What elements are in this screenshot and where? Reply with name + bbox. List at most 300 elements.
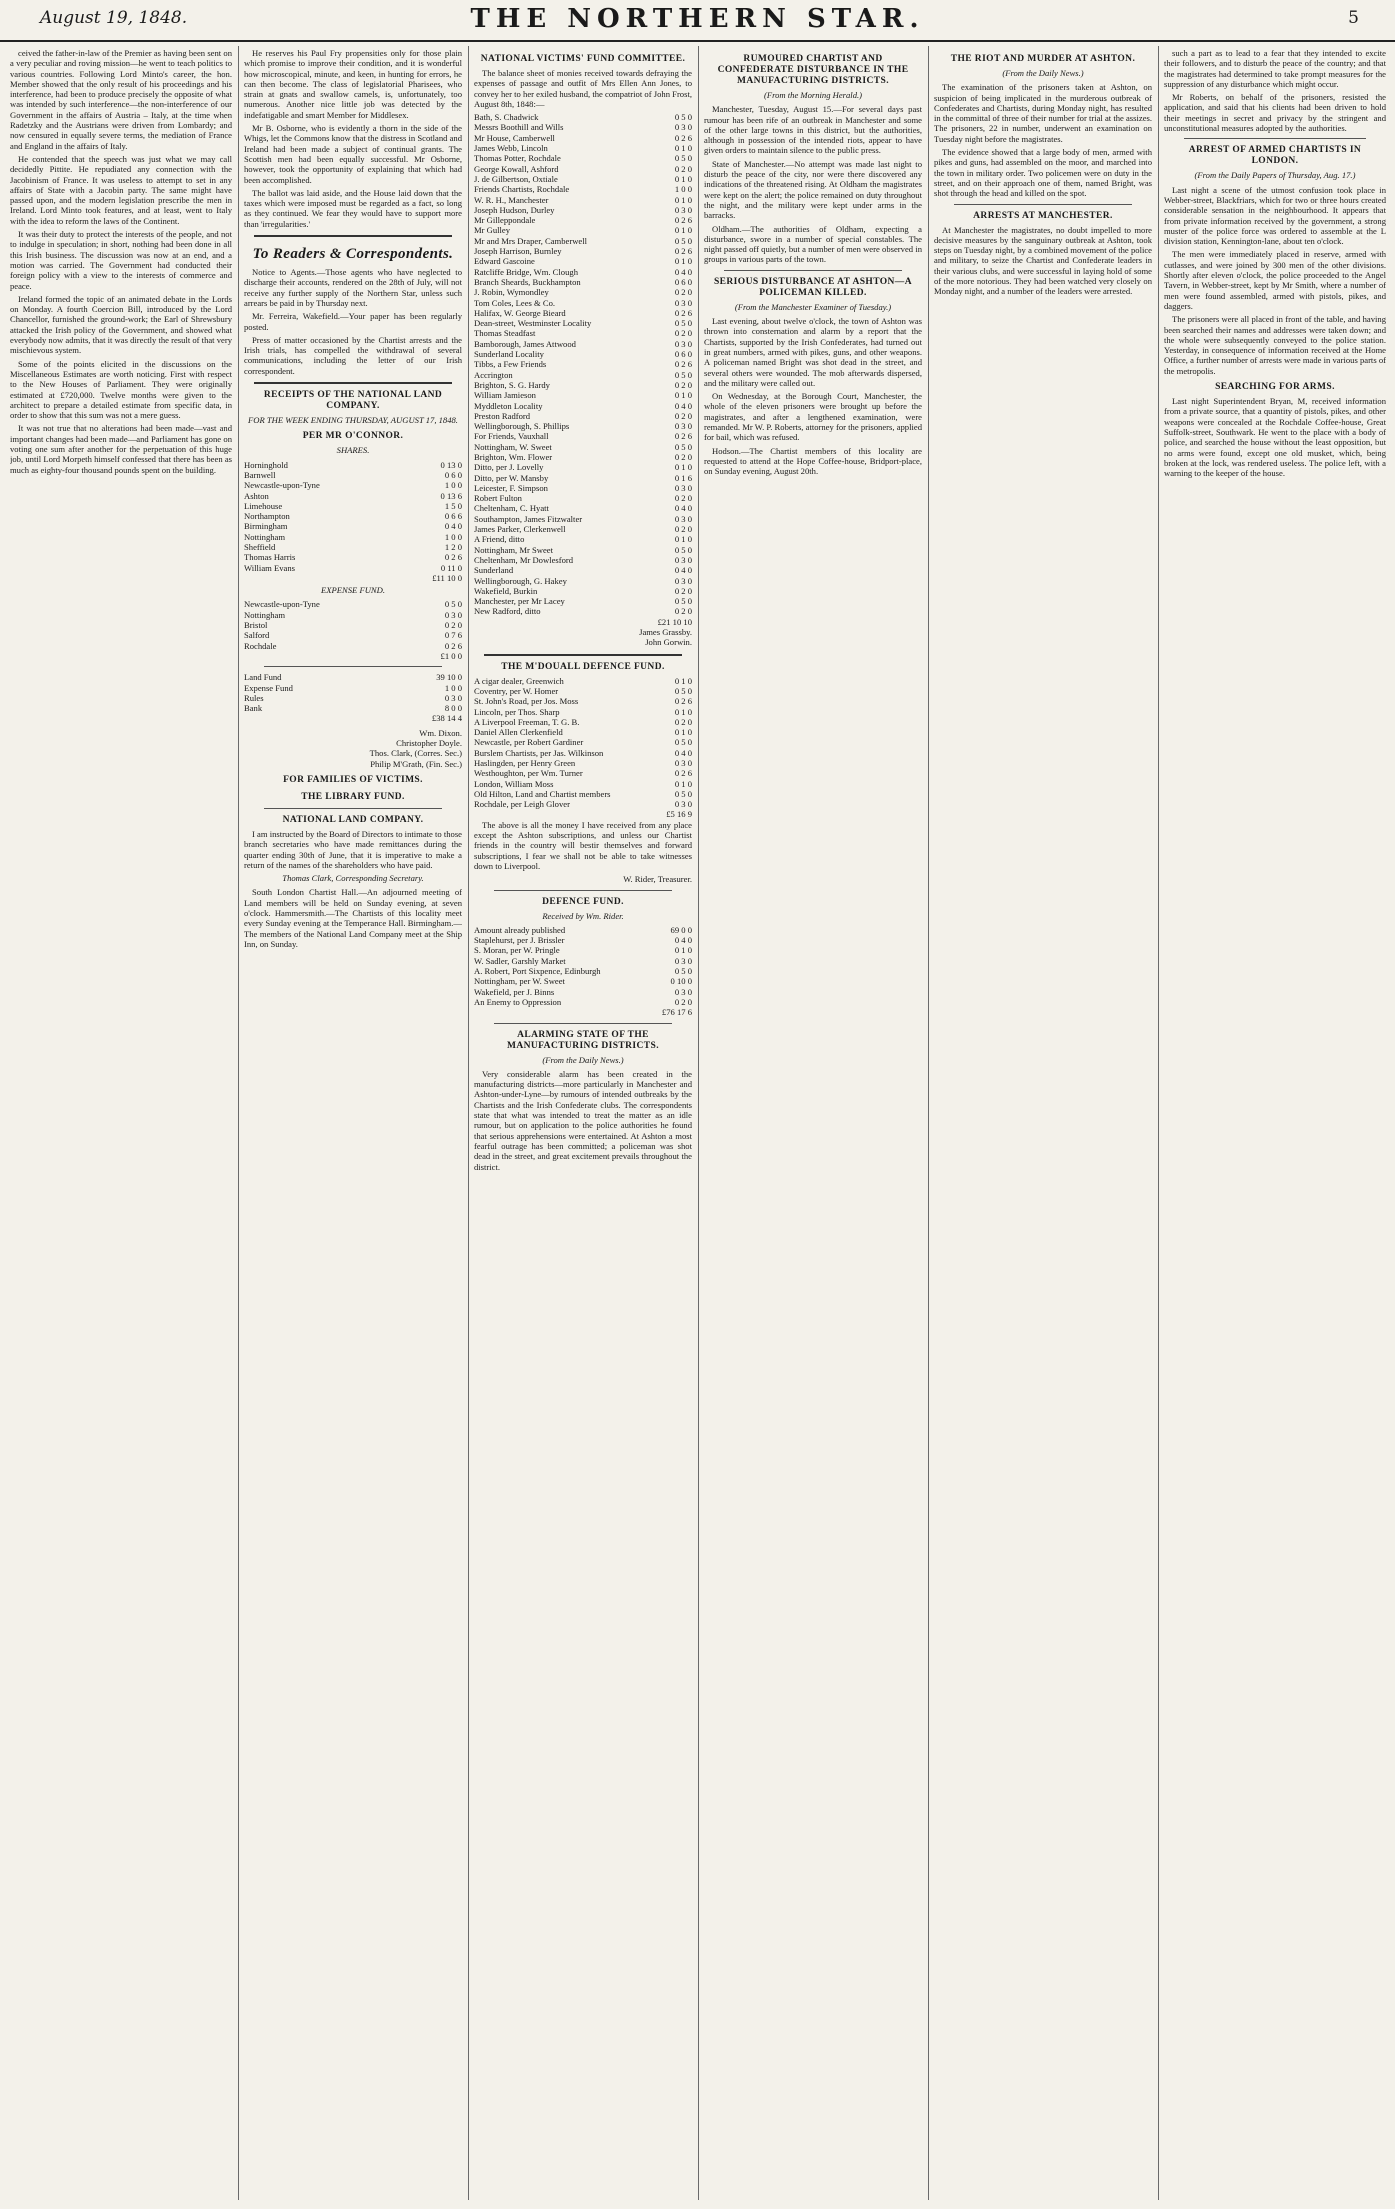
list-item-amount: 0 6 0 <box>674 276 692 287</box>
list-item-label: Staplehurst, per J. Brissler <box>474 935 565 946</box>
list-item-amount: 0 5 0 <box>674 235 692 246</box>
list-item-label: Nottingham, Mr Sweet <box>474 544 554 555</box>
riot-heading: THE RIOT AND MURDER AT ASHTON. <box>950 54 1136 64</box>
notice: Mr. Ferreira, Wakefield.—Your paper has been regularly posted. <box>244 311 462 332</box>
list-item-amount: 0 1 6 <box>674 472 692 483</box>
list-item-label: W. Sadler, Garshly Market <box>474 955 566 966</box>
list-item <box>474 401 692 411</box>
list-item <box>474 696 692 706</box>
issue-date: August 19, 1848. <box>40 8 188 28</box>
list-item-label: J. Robin, Wymondley <box>474 287 549 298</box>
list-item-label: Cheltenham, Mr Dowlesford <box>474 554 574 565</box>
list-item-label: James Webb, Lincoln <box>474 143 548 154</box>
list-item-label: Amount already published <box>474 924 566 935</box>
list-item-label: George Kowall, Ashford <box>474 163 559 174</box>
list-item-amount: 0 1 0 <box>674 534 692 545</box>
list-item-label: Newcastle-upon-Tyne <box>244 599 320 610</box>
victims-families-heading: FOR FAMILIES OF VICTIMS. <box>283 774 423 785</box>
list-item-amount: 0 2 6 <box>674 696 692 707</box>
list-item-amount: 0 3 0 <box>674 297 692 308</box>
list-item <box>474 359 692 369</box>
list-item-label: For Friends, Vauxhall <box>474 431 549 442</box>
list-item-amount: 0 2 6 <box>674 132 692 143</box>
list-item <box>474 318 692 328</box>
list-item-amount: 0 4 0 <box>674 565 692 576</box>
list-item-label: Leicester, F. Simpson <box>474 482 548 493</box>
list-item-label: Myddleton Locality <box>474 400 543 411</box>
list-item-label: William Jamieson <box>474 390 536 401</box>
list-item-label: Cheltenham, C. Hyatt <box>474 503 549 514</box>
column-rule <box>698 46 699 2200</box>
list-item-label: Limehouse <box>244 500 283 511</box>
list-item <box>244 683 462 693</box>
list-item-amount: 0 6 0 <box>674 349 692 360</box>
list-item-amount: 0 4 0 <box>444 521 462 532</box>
per-heading: PER MR O'CONNOR. <box>302 431 404 442</box>
list-item-amount: 0 3 0 <box>674 758 692 768</box>
list-item-amount: 0 13 0 <box>440 459 462 470</box>
list-item-label: Joseph Hudson, Durley <box>474 204 555 215</box>
article-paragraph: Mr Roberts, on behalf of the prisoners, resisted the application, and said that his clients had been driven to hold their meetings in secret and privacy by the stringent and unconstitutional measures adopted by the authorities. <box>1164 92 1386 134</box>
list-item-label: Burslem Chartists, per Jas. Wilkinson <box>474 747 604 758</box>
notice: Notice to Agents.—Those agents who have neglected to discharge their accounts, rendered on the 28th of July, will not receive any further supply of the Northern Star, unless such arrears be paid in by Thursday next. <box>244 267 462 308</box>
list-item <box>474 431 692 441</box>
list-item-amount: 1 2 0 <box>444 541 462 552</box>
signature-line: James Grassby. <box>639 627 692 638</box>
list-item <box>474 748 692 758</box>
list-item <box>474 390 692 400</box>
list-item-label: Thomas Potter, Rochdale <box>474 153 561 164</box>
list-item-amount: 8 0 0 <box>444 703 462 714</box>
list-item <box>474 421 692 431</box>
list-item-label: Salford <box>244 630 270 641</box>
list-item-amount: 0 3 0 <box>674 955 692 966</box>
list-item <box>474 215 692 225</box>
list-item-label: James Parker, Clerkenwell <box>474 524 566 535</box>
article-paragraph: Last evening, about twelve o'clock, the town of Ashton was thrown into consternation and alarm by a report that the Chartists, supported by the Irish Confederates, had turned out in great numbers, armed with pikes, guns, and other weapons. A policeman named Bright was shot dead in the street, and several others were wounded. The mob afterwards dispersed, and the military were called out. <box>704 316 922 388</box>
divider <box>1184 138 1366 139</box>
list-item <box>244 563 462 573</box>
alarm-source: (From the Daily News.) <box>542 1054 624 1065</box>
mdouall-heading: THE M'DOUALL DEFENCE FUND. <box>501 661 665 672</box>
article-paragraph: Last night a scene of the utmost confusion took place in Webber-street, Blackfriars, which for two or three hours created considerable sensation in the neighbourhood. It appears that from private information received by the government, a strong muster of the police force was ordered to assemble at the L division station, Kennington-lane, about ten o'clock. <box>1164 184 1386 247</box>
list-item <box>474 308 692 318</box>
list-item <box>474 966 692 976</box>
list-item-label: Horninghold <box>244 459 288 470</box>
armed-source: (From the Daily Papers of Thursday, Aug. 17.) <box>1194 170 1356 181</box>
list-item-amount: 0 3 0 <box>674 575 692 586</box>
list-item-amount: 0 2 6 <box>674 215 692 226</box>
list-item-label: Nottingham, W. Sweet <box>474 441 552 452</box>
list-item-label: W. R. H., Manchester <box>474 194 549 205</box>
list-item-label: Mr House, Camberwell <box>474 132 555 143</box>
list-item-label: Thomas Steadfast <box>474 328 536 339</box>
list-item <box>244 521 462 531</box>
meetings-notice: South London Chartist Hall.—An adjourned meeting of Land members will be held on Sunday evening, at seven o'clock. Hammersmith.—The Chartists of this locality meet every Sunday evening at the Temperance Hall. Birmingham.—The members of the National Land Company meet at the Ship Inn, on Sunday. <box>244 887 462 949</box>
list-item-amount: 0 3 0 <box>674 421 692 432</box>
divider <box>494 1023 672 1024</box>
list-item-amount: 0 2 0 <box>674 585 692 596</box>
list-item-amount: 0 5 0 <box>674 685 692 696</box>
list-item-amount: 0 2 0 <box>674 287 692 298</box>
receipts-heading: RECEIPTS OF THE NATIONAL LAND COMPANY. <box>263 390 443 412</box>
list-item-amount: 0 4 0 <box>674 503 692 514</box>
list-item-amount: 0 10 0 <box>670 976 692 987</box>
list-item <box>474 514 692 524</box>
list-item-label: Manchester, per Mr Lacey <box>474 596 565 607</box>
total-row: £11 10 0 <box>432 572 462 583</box>
list-item <box>474 411 692 421</box>
article-paragraph: On Wednesday, at the Borough Court, Manchester, the whole of the eleven prisoners were brought up before the magistrates, and after a lengthened examination, were remanded. Mr W. P. Roberts, attorney for the prisoners, applied for bail, which was refused. <box>704 391 922 443</box>
signature-line: Philip M'Grath, (Fin. Sec.) <box>370 758 462 769</box>
list-item-label: Barnwell <box>244 469 276 480</box>
list-item <box>474 586 692 596</box>
list-item <box>474 452 692 462</box>
list-item-amount: 0 5 0 <box>674 544 692 555</box>
list-item-label: Accrington <box>474 369 513 380</box>
list-item <box>474 997 692 1007</box>
list-item-amount: 0 2 6 <box>674 307 692 318</box>
list-item-amount: 0 6 0 <box>444 469 462 480</box>
list-item-label: Ashton <box>244 490 269 501</box>
total-row: £1 0 0 <box>440 650 462 661</box>
list-item-label: Nottingham <box>244 609 286 620</box>
article-paragraph: such a part as to lead to a fear that they intended to excite their followers, and to disturb the peace of the country; and that the magistrates had determined to take prompt measures for the suppression of any disturbance which might occur. <box>1164 48 1386 89</box>
list-item <box>474 545 692 555</box>
list-item <box>474 727 692 737</box>
list-item-label: London, William Moss <box>474 778 554 789</box>
list-item-amount: 1 0 0 <box>444 480 462 491</box>
list-item-amount: 0 13 6 <box>440 490 462 501</box>
list-item <box>244 672 462 682</box>
list-item-amount: 0 3 0 <box>674 482 692 493</box>
divider <box>954 204 1132 205</box>
list-item-label: S. Moran, per W. Pringle <box>474 945 560 956</box>
list-item-amount: 0 2 6 <box>674 246 692 257</box>
rumoured-heading: RUMOURED CHARTIST AND CONFEDERATE DISTURBANCE IN THE MANUFACTURING DISTRICTS. <box>717 54 909 86</box>
list-item-label: Southampton, James Fitzwalter <box>474 513 583 524</box>
list-item <box>474 976 692 986</box>
list-item-label: Haslingden, per Henry Green <box>474 758 576 768</box>
defence-list <box>474 925 692 1007</box>
list-item-amount: 0 1 0 <box>674 390 692 401</box>
list-item-label: Mr Gulley <box>474 225 511 236</box>
defence-heading: DEFENCE FUND. <box>542 896 624 907</box>
alarm-heading: ALARMING STATE OF THE MANUFACTURING DISTRICTS. <box>507 1029 659 1051</box>
list-item <box>474 737 692 747</box>
article-paragraph: State of Manchester.—No attempt was made last night to disturb the peace of the city, nor were there discovered any indications of the threatened rising. At Oldham the magistrates were kept on the alert; the police remained on duty throughout the night, and the military were kept under arms in the barracks. <box>704 158 922 221</box>
list-item <box>474 164 692 174</box>
article-paragraph: The evidence showed that a large body of men, armed with pikes and guns, had assembled on the moor, and marched into the town in military order. Two policemen were on duty in the street, and on their approach one of them, named Bright, was shot through the head and killed on the spot. <box>934 147 1152 199</box>
list-item <box>474 596 692 606</box>
expense-heading: EXPENSE FUND. <box>321 585 385 596</box>
list-item-amount: 0 1 0 <box>674 778 692 789</box>
list-item-amount: 0 11 0 <box>440 562 462 573</box>
list-item-label: Ratcliffe Bridge, Wm. Clough <box>474 266 578 277</box>
list-item <box>474 789 692 799</box>
rumoured-source: (From the Morning Herald.) <box>763 90 863 100</box>
list-item <box>474 565 692 575</box>
list-item-amount: 0 1 0 <box>674 194 692 205</box>
readers-heading: To Readers & Correspondents. <box>252 246 454 263</box>
list-item-amount: 0 3 0 <box>674 799 692 810</box>
list-item <box>474 328 692 338</box>
serious-source: (From the Manchester Examiner of Tuesday.) <box>734 301 892 312</box>
article-paragraph: Some of the points elicited in the discussions on the Miscellaneous Estimates are worth noticing. First with respect to the New Houses of Parliament. They were originally estimated at £720,000. Twelve months were given to the architect to prepare a detailed estimate from specific data, in order to show that this sum was not a mere guess. <box>10 358 232 421</box>
list-item <box>244 532 462 542</box>
list-item <box>244 693 462 703</box>
list-item-label: Sheffield <box>244 541 276 552</box>
list-item-label: New Radford, ditto <box>474 606 541 617</box>
list-item-amount: 0 3 0 <box>674 338 692 349</box>
list-item-label: Bank <box>244 703 263 714</box>
article-paragraph: The examination of the prisoners taken at Ashton, on suspicion of being implicated in the murderous outbreak of Confederates and Chartists, during Monday night, has resulted in the committal of three of their number for trial at the assizes. The prisoners, 22 in number, underwent an examination on Tuesday night before the magistrates. <box>934 82 1152 144</box>
list-item <box>474 555 692 565</box>
list-item-label: Sunderland Locality <box>474 349 544 360</box>
article-paragraph: Very considerable alarm has been created in the manufacturing districts—more particularly in Manchester and Ashton-under-Lyne—by rumours of intended outbreaks by the Chartists and the Irish Confederate clubs. The correspondents state that what was intended to treat the matter as an idle rumour, but on application to the police authorities he found that serious apprehensions were entertained. At Ashton a most fearful outrage has been committed; a policeman was shot dead in the street, and great excitement prevails throughout the district. <box>474 1068 692 1172</box>
list-item-amount: 0 1 0 <box>674 256 692 267</box>
list-item-label: Wakefield, Burkin <box>474 585 538 596</box>
list-item-amount: 0 5 0 <box>674 788 692 799</box>
list-item-amount: 1 5 0 <box>444 500 462 511</box>
list-item <box>474 483 692 493</box>
list-item <box>474 277 692 287</box>
list-item-label: Wellingborough, G. Hakey <box>474 575 567 586</box>
list-item-label: A cigar dealer, Greenwich <box>474 675 564 686</box>
column-rule <box>468 46 469 2200</box>
list-item <box>244 610 462 620</box>
arrests-heading: ARRESTS AT MANCHESTER. <box>973 210 1113 221</box>
list-item-label: Land Fund <box>244 672 282 683</box>
list-item-amount: 0 2 0 <box>674 410 692 421</box>
list-item-amount: 0 3 0 <box>674 986 692 997</box>
page-number: 5 <box>1348 8 1359 28</box>
list-item <box>474 493 692 503</box>
list-item <box>474 256 692 266</box>
list-item <box>244 480 462 490</box>
article-paragraph: Ireland formed the topic of an animated debate in the Lords on Monday. A fourth Coercion Bill, introduced by the Lord Chancellor, furnished the ground-work; the Earl of Shrewsbury attacked the Irish policy of the Government, and showed what everybody now admits, that it was directly the result of that very mischievous system. <box>10 293 232 356</box>
list-item <box>474 122 692 132</box>
list-item <box>474 987 692 997</box>
list-item-amount: 0 3 0 <box>674 204 692 215</box>
victims-intro: The balance sheet of monies received towards defraying the expenses of passage and outfit of Mrs Ellen Ann Jones, to convey her to her exiled husband, the compatriot of John Frost, August 8th, 1848:— <box>474 68 692 109</box>
masthead <box>0 0 1395 42</box>
armed-heading: ARREST OF ARMED CHARTISTS IN LONDON. <box>1188 145 1362 167</box>
article-paragraph: The men were immediately placed in reserve, armed with cutlasses, and were joined by 300 men of the other divisions. Shortly after eleven o'clock, the police proceeded to the Angel Tavern, in Webber-street, kept by Mr Smith, where a number of men were found assembled, armed with pistols, pikes, and daggers. <box>1164 249 1386 311</box>
column-2 <box>244 48 462 2198</box>
list-item-amount: 0 2 0 <box>674 163 692 174</box>
list-item-label: Expense Fund <box>244 682 293 693</box>
list-item-amount: 39 10 0 <box>436 672 462 683</box>
divider <box>264 808 442 809</box>
list-item-amount: 0 3 0 <box>444 692 462 703</box>
list-item <box>474 524 692 534</box>
list-item-amount: 0 5 0 <box>674 966 692 977</box>
list-item <box>474 576 692 586</box>
list-item-label: Brighton, S. G. Hardy <box>474 379 550 390</box>
list-item-amount: 0 2 0 <box>674 996 692 1007</box>
list-item-amount: 0 5 0 <box>674 112 692 123</box>
list-item-label: Thomas Harris <box>244 552 296 563</box>
list-item-label: Coventry, per W. Homer <box>474 685 559 696</box>
nlc-signed: Thomas Clark, Corresponding Secretary. <box>282 873 424 884</box>
list-item-label: Branch Sheards, Buckhampton <box>474 276 581 287</box>
list-item-amount: 0 3 0 <box>674 554 692 565</box>
list-item-amount: 0 2 0 <box>674 606 692 617</box>
article-paragraph: Mr B. Osborne, who is evidently a thorn in the side of the Whigs, let the Commons know that the distress in Scotland and Ireland had been made a subject of continual grants. The Scottish men had been equally successful. Mr Osborne, however, took the opportunity of explaining that which had been accomplished. <box>244 123 462 185</box>
list-item-label: Tom Coles, Lees & Co. <box>474 297 556 308</box>
divider <box>484 654 682 656</box>
list-item-amount: 0 1 0 <box>674 462 692 473</box>
list-item-label: Ditto, per W. Mansby <box>474 472 549 483</box>
list-item-label: Bristol <box>244 620 268 631</box>
list-item-label: Rochdale, per Leigh Glover <box>474 799 570 810</box>
signature-line: John Gorwin. <box>645 637 692 648</box>
victims-list <box>474 112 692 617</box>
list-item <box>474 225 692 235</box>
list-item-label: Messrs Boothill and Wills <box>474 122 564 133</box>
mdouall-list <box>474 676 692 810</box>
victims-fund-heading: NATIONAL VICTIMS' FUND COMMITTEE. <box>480 54 686 64</box>
column-rule <box>238 46 239 2200</box>
list-item <box>244 491 462 501</box>
article-paragraph: He reserves his Paul Fry propensities only for those plain which promise to improve their condition, and it is wonderful how microscopical, minute, and keen, in hunting for errors, he can then become. The class of legislatorial Pharisees, who strain at gnats and swallow camels, is, unfortunately, too numerous. Another nice little job was detected by the indefatigable and smart Member for Middlesex. <box>244 48 462 120</box>
list-item-amount: 0 2 0 <box>674 524 692 535</box>
list-item-amount: 0 2 6 <box>674 768 692 779</box>
list-item-label: Birmingham <box>244 521 288 532</box>
list-item-label: Mr Gilleppondale <box>474 215 536 226</box>
divider <box>254 235 452 237</box>
list-item-amount: 0 5 0 <box>674 737 692 748</box>
list-item-amount: 1 0 0 <box>444 682 462 693</box>
expense-list <box>244 599 462 650</box>
list-item-label: Tibbs, a Few Friends <box>474 359 547 370</box>
list-item-amount: 0 1 0 <box>674 727 692 738</box>
list-item <box>474 925 692 935</box>
divider <box>724 270 902 271</box>
list-item-label: Wellingborough, S. Phillips <box>474 421 570 432</box>
divider <box>254 382 452 384</box>
list-item <box>474 246 692 256</box>
column-1 <box>10 48 232 2198</box>
list-item <box>474 956 692 966</box>
list-item-label: Bath, S. Chadwick <box>474 112 539 123</box>
column-5 <box>934 48 1152 2198</box>
list-item <box>474 503 692 513</box>
riot-source: (From the Daily News.) <box>1002 68 1084 78</box>
list-item-label: Wakefield, per J. Binns <box>474 986 555 997</box>
article-paragraph: Manchester, Tuesday, August 15.—For several days past rumour has been rife of an outbreak in Manchester and some of the other large towns in this district, but the authorities, although in possession of the intended riots, appear to have given orders to maintain silence to the public press. <box>704 104 922 156</box>
list-item-amount: 0 1 0 <box>674 225 692 236</box>
shares-list <box>244 460 462 573</box>
list-item <box>474 143 692 153</box>
divider <box>264 666 442 667</box>
list-item <box>474 236 692 246</box>
list-item <box>474 195 692 205</box>
list-item-amount: 0 1 0 <box>674 675 692 686</box>
list-item <box>474 799 692 809</box>
list-item-label: Newcastle, per Robert Gardiner <box>474 737 584 748</box>
article-paragraph: The prisoners were all placed in front of the table, and having been searched their names and addresses were taken down; and the whole were subsequently conveyed to the police station. Yesterday, in consequence of information received at the Home Office, a further number of arrests were made in various parts of the metropolis. <box>1164 314 1386 376</box>
list-item-amount: 0 2 0 <box>674 451 692 462</box>
list-item-amount: 0 2 0 <box>674 328 692 339</box>
list-item <box>474 935 692 945</box>
list-item <box>474 287 692 297</box>
list-item-amount: 0 1 0 <box>674 173 692 184</box>
list-item-amount: 0 5 0 <box>674 153 692 164</box>
list-item <box>474 473 692 483</box>
list-item-amount: 0 7 6 <box>444 630 462 641</box>
list-item-amount: 0 1 0 <box>674 143 692 154</box>
list-item-amount: 69 0 0 <box>670 924 692 935</box>
list-item <box>474 370 692 380</box>
column-rule <box>928 46 929 2200</box>
list-item-label: Brighton, Wm. Flower <box>474 451 553 462</box>
signatories <box>244 728 462 769</box>
list-item-label: J. de Gilbertson, Oxtiale <box>474 173 558 184</box>
list-item-amount: 1 0 0 <box>444 531 462 542</box>
list-item-amount: 0 4 0 <box>674 400 692 411</box>
list-item-label: Rochdale <box>244 640 277 651</box>
list-item-amount: 0 5 0 <box>674 596 692 607</box>
article-paragraph: At Manchester the magistrates, no doubt impelled to more decisive measures by the sanguinary outbreak at Ashton, took steps on Tuesday night, by a combined movement of the police and military, to seize the Chartist and Confederate leaders in their various clubs, and were successful in laying hold of some of the more notorious. They had been watched very closely on Monday night, and a number of the leaders were arrested. <box>934 224 1152 297</box>
receipts-subheading: FOR THE WEEK ENDING THURSDAY, AUGUST 17, 1848. <box>248 415 458 426</box>
list-item <box>474 153 692 163</box>
list-item-amount: 0 5 0 <box>444 599 462 610</box>
list-item-amount: 0 3 0 <box>674 513 692 524</box>
list-item-amount: 0 2 0 <box>674 379 692 390</box>
list-item-amount: 0 1 0 <box>674 945 692 956</box>
nlc-notice: I am instructed by the Board of Directors to intimate to those branch secretaries who have made remittances during the quarter ending 30th of June, that it is imperative to make a return of the names of the shareholders who have paid. <box>244 828 462 870</box>
list-item <box>474 676 692 686</box>
list-item-label: Old Hilton, Land and Chartist members <box>474 788 611 799</box>
list-item-amount: 0 4 0 <box>674 266 692 277</box>
divider <box>494 890 672 891</box>
list-item <box>244 703 462 713</box>
list-item-amount: 0 2 6 <box>444 640 462 651</box>
list-item-label: William Evans <box>244 562 295 573</box>
list-item <box>474 133 692 143</box>
column-3 <box>474 48 692 2198</box>
total-row: £76 17 6 <box>661 1007 692 1018</box>
list-item-label: Mr and Mrs Draper, Camberwell <box>474 235 588 246</box>
column-4 <box>704 48 922 2198</box>
searching-heading: SEARCHING FOR ARMS. <box>1215 382 1335 393</box>
list-item-label: An Enemy to Oppression <box>474 996 562 1007</box>
column-6 <box>1164 48 1386 2198</box>
list-item-amount: 0 2 6 <box>674 431 692 442</box>
list-item-amount: 0 6 6 <box>444 511 462 522</box>
list-item <box>474 205 692 215</box>
list-item <box>244 501 462 511</box>
list-item <box>474 606 692 616</box>
article-paragraph: Oldham.—The authorities of Oldham, expecting a disturbance, swore in a number of special constables. The night passed off quietly, but a number of men were observed in groups in various parts of the town. <box>704 223 922 265</box>
list-item-label: Edward Gascoine <box>474 256 535 267</box>
summary-list <box>244 672 462 713</box>
list-item <box>474 707 692 717</box>
list-item-amount: 0 3 0 <box>674 122 692 133</box>
list-item-label: Friends Chartists, Rochdale <box>474 184 570 195</box>
article-paragraph: He contended that the speech was just what we may call decidedly Pittite. He repudiated any connection with the Jacobinism of France. It was useless to attempt to set in any affairs of State with a Jacobin party. The same might have passed upon, and the modern legislation prescribe the men in Ireland. Lord Minto took features, and at least, went to Italy with the idea to reform the laws of the Continent. <box>10 153 232 226</box>
list-item-label: Rules <box>244 692 264 703</box>
list-item-label: Sunderland <box>474 565 514 576</box>
article-paragraph: It was not true that no alterations had been made—vast and important changes had been made—and Parliament has gone on voting one sum after another for the perpetuation of this huge job, until Lord Morpeth himself confessed that there has been as much as eighty-four thousand pounds spent on the building. <box>10 423 232 475</box>
list-item-label: Preston Radford <box>474 410 531 421</box>
serious-heading: SERIOUS DISTURBANCE AT ASHTON—A POLICEMAN KILLED. <box>714 276 912 298</box>
notice: Press of matter occasioned by the Chartist arrests and the Irish trials, has compelled the withdrawal of several communications, including the letter of our Irish correspondent. <box>244 334 462 376</box>
list-item-amount: 0 5 0 <box>674 441 692 452</box>
list-item-amount: 0 2 6 <box>674 359 692 370</box>
